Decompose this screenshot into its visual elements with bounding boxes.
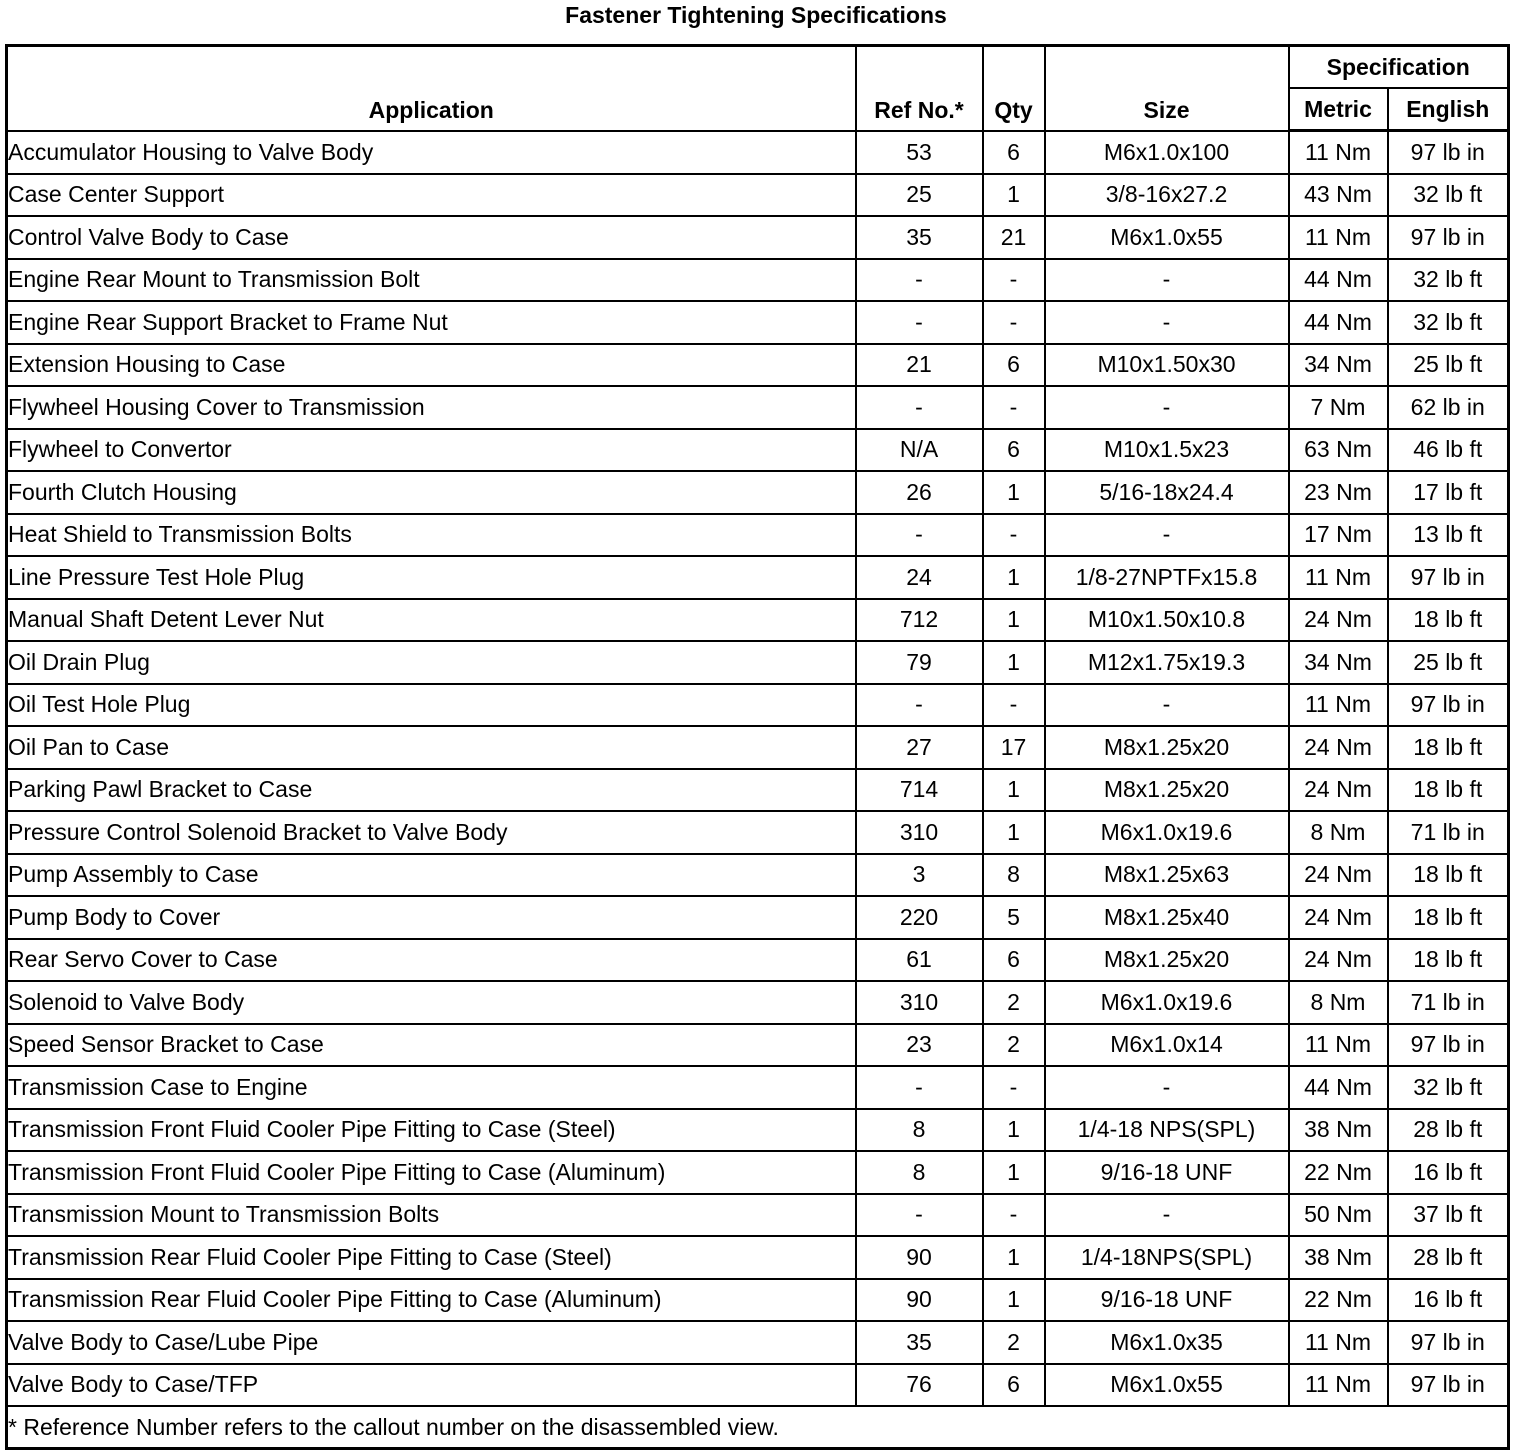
cell-metric: 24 Nm <box>1289 854 1388 897</box>
cell-size: - <box>1045 386 1289 429</box>
table-row <box>7 1066 1509 1109</box>
cell-qty: 1 <box>983 641 1045 684</box>
cell-qty: 5 <box>983 896 1045 939</box>
cell-application: Valve Body to Case/Lube Pipe <box>7 1321 856 1364</box>
cell-size: 3/8-16x27.2 <box>1045 174 1289 217</box>
cell-size: 1/8-27NPTFx15.8 <box>1045 556 1289 599</box>
cell-qty: 1 <box>983 811 1045 854</box>
cell-qty: 1 <box>983 1279 1045 1322</box>
cell-ref-no: - <box>856 1066 983 1109</box>
cell-english: 18 lb ft <box>1388 769 1509 812</box>
cell-application: Solenoid to Valve Body <box>7 981 856 1024</box>
cell-ref-no: 26 <box>856 471 983 514</box>
cell-metric: 34 Nm <box>1289 641 1388 684</box>
cell-application: Flywheel Housing Cover to Transmission <box>7 386 856 429</box>
cell-size: 1/4-18NPS(SPL) <box>1045 1236 1289 1279</box>
cell-metric: 11 Nm <box>1289 1024 1388 1067</box>
table-row <box>7 429 1509 472</box>
cell-size: M6x1.0x19.6 <box>1045 811 1289 854</box>
cell-application: Line Pressure Test Hole Plug <box>7 556 856 599</box>
cell-application: Transmission Mount to Transmission Bolts <box>7 1194 856 1237</box>
cell-size: - <box>1045 259 1289 302</box>
cell-application: Speed Sensor Bracket to Case <box>7 1024 856 1067</box>
cell-size: M10x1.50x30 <box>1045 344 1289 387</box>
cell-ref-no: 310 <box>856 811 983 854</box>
cell-qty: 1 <box>983 1236 1045 1279</box>
cell-application: Oil Test Hole Plug <box>7 684 856 727</box>
cell-qty: 6 <box>983 344 1045 387</box>
cell-ref-no: 21 <box>856 344 983 387</box>
cell-ref-no: 3 <box>856 854 983 897</box>
cell-size: - <box>1045 684 1289 727</box>
cell-ref-no: 25 <box>856 174 983 217</box>
cell-metric: 38 Nm <box>1289 1236 1388 1279</box>
cell-english: 97 lb in <box>1388 131 1509 174</box>
cell-size: - <box>1045 1194 1289 1237</box>
cell-english: 28 lb ft <box>1388 1236 1509 1279</box>
column-header-ref-no: Ref No.* <box>856 46 983 131</box>
table-row <box>7 259 1509 302</box>
cell-application: Parking Pawl Bracket to Case <box>7 769 856 812</box>
cell-size: 1/4-18 NPS(SPL) <box>1045 1109 1289 1152</box>
cell-english: 71 lb in <box>1388 981 1509 1024</box>
cell-metric: 24 Nm <box>1289 599 1388 642</box>
cell-size: - <box>1045 1066 1289 1109</box>
cell-application: Fourth Clutch Housing <box>7 471 856 514</box>
cell-qty: 1 <box>983 556 1045 599</box>
table-row <box>7 854 1509 897</box>
cell-english: 32 lb ft <box>1388 1066 1509 1109</box>
cell-size: M8x1.25x20 <box>1045 939 1289 982</box>
table-row <box>7 641 1509 684</box>
cell-metric: 23 Nm <box>1289 471 1388 514</box>
cell-size: M6x1.0x35 <box>1045 1321 1289 1364</box>
cell-english: 18 lb ft <box>1388 939 1509 982</box>
table-row <box>7 514 1509 557</box>
cell-metric: 11 Nm <box>1289 131 1388 174</box>
cell-ref-no: - <box>856 684 983 727</box>
cell-english: 97 lb in <box>1388 216 1509 259</box>
cell-size: M6x1.0x14 <box>1045 1024 1289 1067</box>
table-row <box>7 1364 1509 1407</box>
cell-metric: 8 Nm <box>1289 981 1388 1024</box>
cell-ref-no: 61 <box>856 939 983 982</box>
cell-ref-no: - <box>856 514 983 557</box>
cell-english: 25 lb ft <box>1388 641 1509 684</box>
cell-size: 9/16-18 UNF <box>1045 1279 1289 1322</box>
cell-qty: 1 <box>983 1109 1045 1152</box>
cell-metric: 24 Nm <box>1289 769 1388 812</box>
cell-application: Pump Body to Cover <box>7 896 856 939</box>
cell-english: 16 lb ft <box>1388 1151 1509 1194</box>
cell-ref-no: 90 <box>856 1236 983 1279</box>
column-header-metric: Metric <box>1289 88 1388 131</box>
cell-metric: 17 Nm <box>1289 514 1388 557</box>
table-row <box>7 1236 1509 1279</box>
cell-application: Oil Drain Plug <box>7 641 856 684</box>
cell-english: 62 lb in <box>1388 386 1509 429</box>
table-row <box>7 939 1509 982</box>
cell-english: 97 lb in <box>1388 684 1509 727</box>
cell-application: Accumulator Housing to Valve Body <box>7 131 856 174</box>
cell-english: 32 lb ft <box>1388 301 1509 344</box>
cell-qty: - <box>983 259 1045 302</box>
cell-metric: 11 Nm <box>1289 556 1388 599</box>
cell-application: Control Valve Body to Case <box>7 216 856 259</box>
cell-metric: 38 Nm <box>1289 1109 1388 1152</box>
cell-ref-no: 76 <box>856 1364 983 1407</box>
cell-ref-no: 35 <box>856 216 983 259</box>
table-row <box>7 1151 1509 1194</box>
cell-application: Pump Assembly to Case <box>7 854 856 897</box>
cell-qty: 6 <box>983 429 1045 472</box>
cell-metric: 50 Nm <box>1289 1194 1388 1237</box>
cell-qty: 1 <box>983 1151 1045 1194</box>
cell-application: Manual Shaft Detent Lever Nut <box>7 599 856 642</box>
table-row <box>7 344 1509 387</box>
table-row <box>7 301 1509 344</box>
cell-application: Flywheel to Convertor <box>7 429 856 472</box>
cell-ref-no: 90 <box>856 1279 983 1322</box>
cell-english: 37 lb ft <box>1388 1194 1509 1237</box>
cell-application: Transmission Rear Fluid Cooler Pipe Fitting to Case (Steel) <box>7 1236 856 1279</box>
cell-size: - <box>1045 514 1289 557</box>
cell-metric: 11 Nm <box>1289 1321 1388 1364</box>
table-row <box>7 1109 1509 1152</box>
table-row <box>7 1279 1509 1322</box>
cell-ref-no: - <box>856 386 983 429</box>
table-row <box>7 174 1509 217</box>
cell-size: M12x1.75x19.3 <box>1045 641 1289 684</box>
cell-qty: 2 <box>983 1024 1045 1067</box>
table-row <box>7 216 1509 259</box>
cell-ref-no: N/A <box>856 429 983 472</box>
cell-english: 97 lb in <box>1388 1024 1509 1067</box>
footnote: * Reference Number refers to the callout number on the disassembled view. <box>7 1406 1509 1449</box>
cell-size: M8x1.25x20 <box>1045 726 1289 769</box>
cell-qty: 6 <box>983 1364 1045 1407</box>
cell-metric: 24 Nm <box>1289 939 1388 982</box>
table-row <box>7 131 1509 174</box>
cell-ref-no: 220 <box>856 896 983 939</box>
cell-application: Heat Shield to Transmission Bolts <box>7 514 856 557</box>
cell-english: 71 lb in <box>1388 811 1509 854</box>
cell-size: M6x1.0x55 <box>1045 216 1289 259</box>
cell-metric: 22 Nm <box>1289 1151 1388 1194</box>
table-row <box>7 599 1509 642</box>
cell-ref-no: 310 <box>856 981 983 1024</box>
cell-size: M8x1.25x40 <box>1045 896 1289 939</box>
table-row <box>7 386 1509 429</box>
cell-ref-no: 714 <box>856 769 983 812</box>
cell-application: Valve Body to Case/TFP <box>7 1364 856 1407</box>
cell-size: M10x1.5x23 <box>1045 429 1289 472</box>
table-row <box>7 1024 1509 1067</box>
cell-english: 16 lb ft <box>1388 1279 1509 1322</box>
cell-ref-no: 23 <box>856 1024 983 1067</box>
cell-qty: - <box>983 514 1045 557</box>
table-row <box>7 556 1509 599</box>
table-row <box>7 471 1509 514</box>
cell-qty: 1 <box>983 599 1045 642</box>
cell-qty: 6 <box>983 131 1045 174</box>
cell-application: Extension Housing to Case <box>7 344 856 387</box>
cell-metric: 11 Nm <box>1289 216 1388 259</box>
table-header <box>7 46 1509 131</box>
cell-english: 18 lb ft <box>1388 599 1509 642</box>
cell-application: Case Center Support <box>7 174 856 217</box>
cell-english: 97 lb in <box>1388 556 1509 599</box>
cell-metric: 24 Nm <box>1289 726 1388 769</box>
table-row <box>7 769 1509 812</box>
cell-qty: 17 <box>983 726 1045 769</box>
cell-qty: 1 <box>983 174 1045 217</box>
cell-english: 18 lb ft <box>1388 854 1509 897</box>
cell-size: M8x1.25x63 <box>1045 854 1289 897</box>
cell-metric: 44 Nm <box>1289 301 1388 344</box>
cell-ref-no: - <box>856 259 983 302</box>
cell-english: 25 lb ft <box>1388 344 1509 387</box>
cell-application: Rear Servo Cover to Case <box>7 939 856 982</box>
table-row <box>7 811 1509 854</box>
cell-metric: 11 Nm <box>1289 1364 1388 1407</box>
cell-metric: 11 Nm <box>1289 684 1388 727</box>
fastener-spec-table <box>5 44 1510 1450</box>
cell-qty: 2 <box>983 1321 1045 1364</box>
cell-size: M8x1.25x20 <box>1045 769 1289 812</box>
cell-metric: 24 Nm <box>1289 896 1388 939</box>
cell-qty: 1 <box>983 471 1045 514</box>
cell-english: 17 lb ft <box>1388 471 1509 514</box>
cell-qty: 8 <box>983 854 1045 897</box>
cell-ref-no: 712 <box>856 599 983 642</box>
cell-size: 5/16-18x24.4 <box>1045 471 1289 514</box>
cell-english: 97 lb in <box>1388 1364 1509 1407</box>
cell-application: Transmission Front Fluid Cooler Pipe Fitting to Case (Aluminum) <box>7 1151 856 1194</box>
table-row <box>7 896 1509 939</box>
cell-ref-no: 8 <box>856 1151 983 1194</box>
table-row <box>7 981 1509 1024</box>
cell-size: - <box>1045 301 1289 344</box>
cell-metric: 63 Nm <box>1289 429 1388 472</box>
cell-ref-no: 53 <box>856 131 983 174</box>
cell-ref-no: 35 <box>856 1321 983 1364</box>
cell-application: Transmission Rear Fluid Cooler Pipe Fitting to Case (Aluminum) <box>7 1279 856 1322</box>
cell-qty: - <box>983 1066 1045 1109</box>
column-header-qty: Qty <box>983 46 1045 131</box>
cell-qty: - <box>983 1194 1045 1237</box>
cell-ref-no: 8 <box>856 1109 983 1152</box>
column-header-application: Application <box>7 46 856 131</box>
cell-ref-no: 79 <box>856 641 983 684</box>
table-row <box>7 1194 1509 1237</box>
table-row <box>7 1321 1509 1364</box>
cell-application: Engine Rear Mount to Transmission Bolt <box>7 259 856 302</box>
cell-size: M6x1.0x55 <box>1045 1364 1289 1407</box>
cell-qty: - <box>983 684 1045 727</box>
column-header-size: Size <box>1045 46 1289 131</box>
cell-english: 28 lb ft <box>1388 1109 1509 1152</box>
cell-application: Pressure Control Solenoid Bracket to Valve Body <box>7 811 856 854</box>
cell-metric: 34 Nm <box>1289 344 1388 387</box>
cell-ref-no: 27 <box>856 726 983 769</box>
cell-qty: - <box>983 301 1045 344</box>
cell-application: Transmission Front Fluid Cooler Pipe Fitting to Case (Steel) <box>7 1109 856 1152</box>
cell-metric: 8 Nm <box>1289 811 1388 854</box>
table-row <box>7 684 1509 727</box>
cell-ref-no: - <box>856 301 983 344</box>
cell-application: Engine Rear Support Bracket to Frame Nut <box>7 301 856 344</box>
cell-size: M10x1.50x10.8 <box>1045 599 1289 642</box>
cell-metric: 7 Nm <box>1289 386 1388 429</box>
cell-ref-no: - <box>856 1194 983 1237</box>
cell-english: 13 lb ft <box>1388 514 1509 557</box>
cell-metric: 44 Nm <box>1289 259 1388 302</box>
cell-metric: 22 Nm <box>1289 1279 1388 1322</box>
cell-metric: 44 Nm <box>1289 1066 1388 1109</box>
cell-qty: 21 <box>983 216 1045 259</box>
cell-metric: 43 Nm <box>1289 174 1388 217</box>
cell-size: M6x1.0x19.6 <box>1045 981 1289 1024</box>
cell-ref-no: 24 <box>856 556 983 599</box>
cell-english: 46 lb ft <box>1388 429 1509 472</box>
cell-qty: 2 <box>983 981 1045 1024</box>
cell-application: Oil Pan to Case <box>7 726 856 769</box>
page-title: Fastener Tightening Specifications <box>565 2 947 28</box>
cell-application: Transmission Case to Engine <box>7 1066 856 1109</box>
cell-english: 32 lb ft <box>1388 174 1509 217</box>
cell-english: 97 lb in <box>1388 1321 1509 1364</box>
cell-qty: - <box>983 386 1045 429</box>
table-row <box>7 726 1509 769</box>
column-header-english: English <box>1388 88 1509 131</box>
cell-english: 18 lb ft <box>1388 896 1509 939</box>
cell-qty: 6 <box>983 939 1045 982</box>
table-body <box>7 131 1509 1407</box>
cell-english: 18 lb ft <box>1388 726 1509 769</box>
cell-size: M6x1.0x100 <box>1045 131 1289 174</box>
cell-size: 9/16-18 UNF <box>1045 1151 1289 1194</box>
column-header-specification: Specification <box>1289 46 1509 89</box>
cell-qty: 1 <box>983 769 1045 812</box>
cell-english: 32 lb ft <box>1388 259 1509 302</box>
